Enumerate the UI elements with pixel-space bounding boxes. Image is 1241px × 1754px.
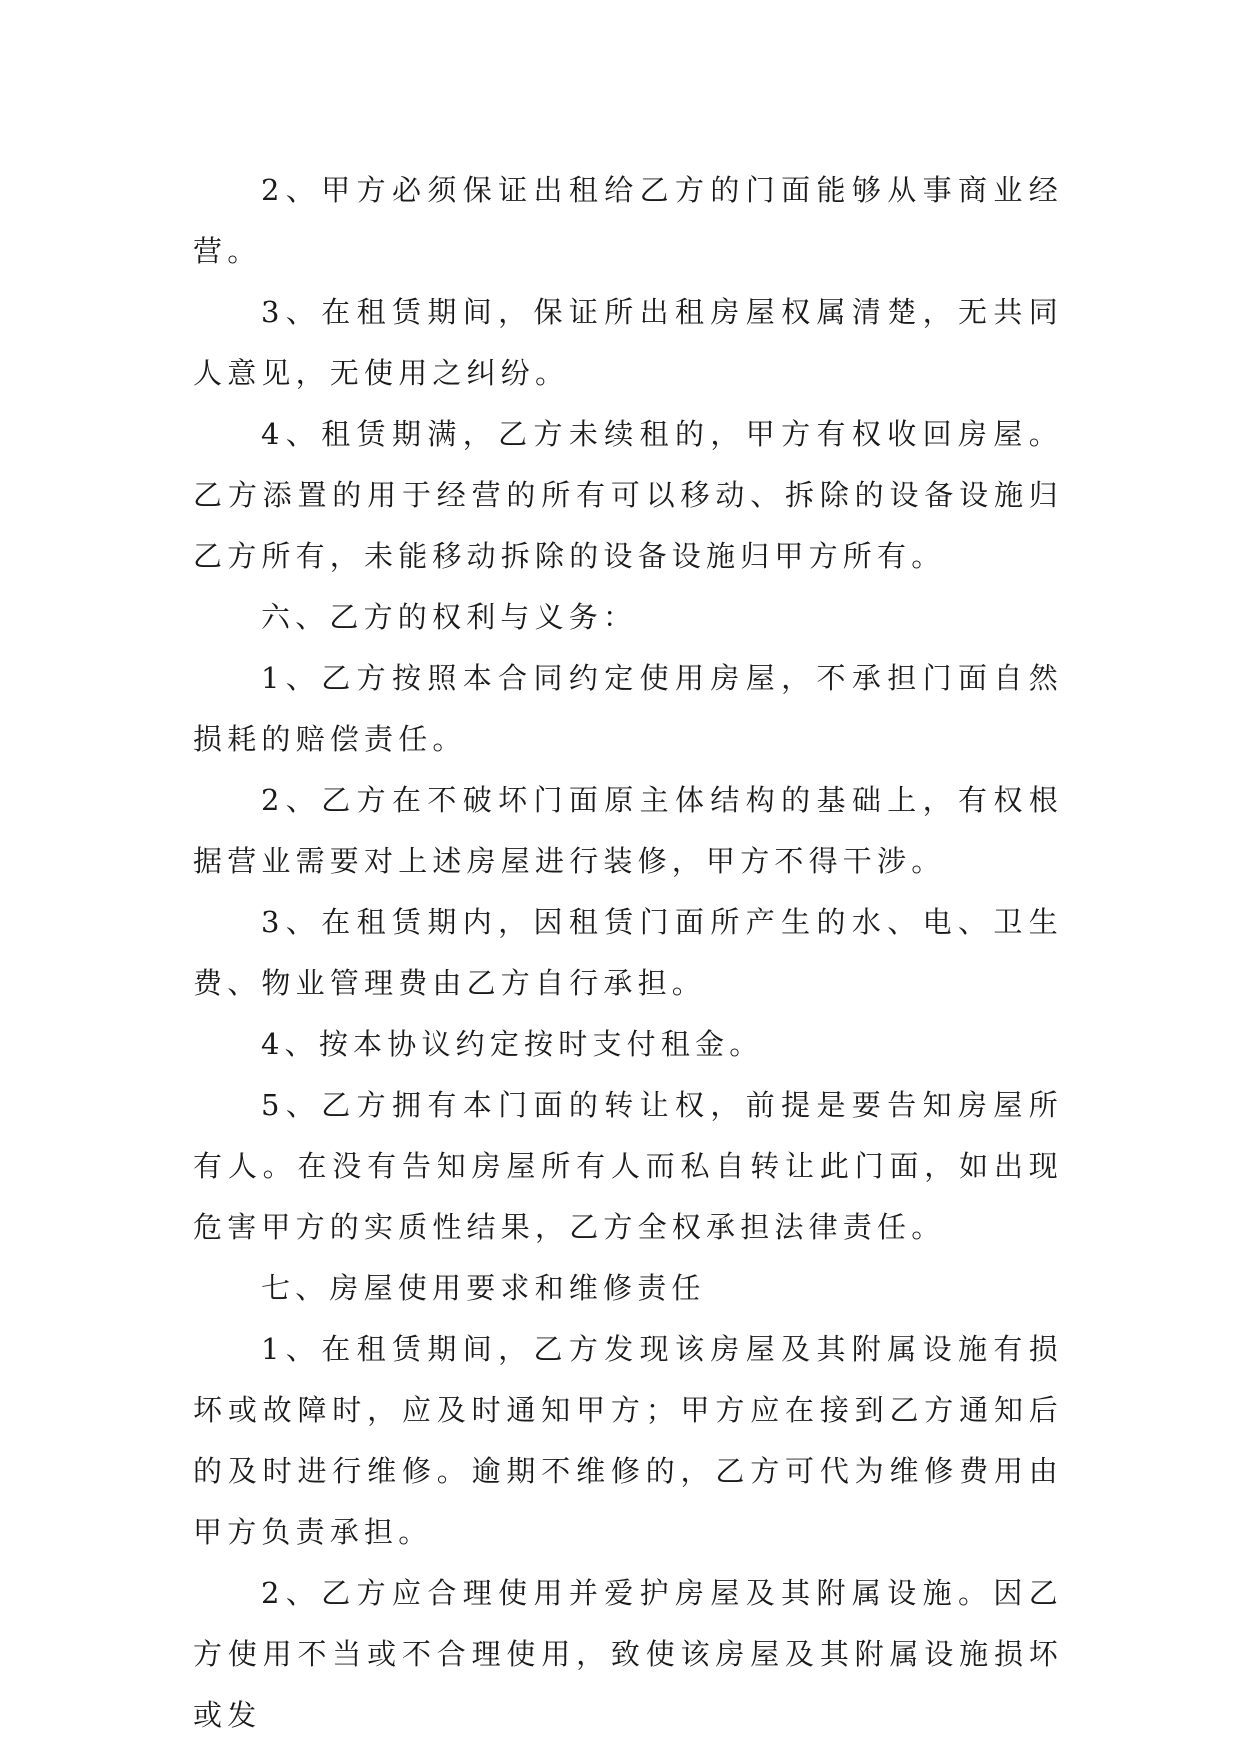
paragraph-lessee-right-5: 5、乙方拥有本门面的转让权，前提是要告知房屋所有人。在没有告知房屋所有人而私自转让此门面，如出现危害甲方的实质性结果，乙方全权承担法律责任。 xyxy=(193,1088,1063,1244)
section-heading-lessee-rights: 六、乙方的权利与义务： xyxy=(261,600,638,634)
paragraph-lessor-obligation-2: 2、甲方必须保证出租给乙方的门面能够从事商业经营。 xyxy=(193,173,1063,268)
document-body xyxy=(193,160,1063,1746)
paragraph-lessee-right-3: 3、在租赁期内，因租赁门面所产生的水、电、卫生费、物业管理费由乙方自行承担。 xyxy=(193,905,1063,1000)
paragraph-lessor-obligation-3: 3、在租赁期间，保证所出租房屋权属清楚，无共同人意见，无使用之纠纷。 xyxy=(193,295,1063,390)
paragraph-lessor-obligation-4: 4、租赁期满，乙方未续租的，甲方有权收回房屋。乙方添置的用于经营的所有可以移动、拆除的设备设施归乙方所有，未能移动拆除的设备设施归甲方所有。 xyxy=(193,417,1063,573)
section-heading-usage-maintenance: 七、房屋使用要求和维修责任 xyxy=(261,1271,706,1305)
paragraph-lessee-right-1: 1、乙方按照本合同约定使用房屋，不承担门面自然损耗的赔偿责任。 xyxy=(193,661,1063,756)
paragraph-lessee-right-4: 4、按本协议约定按时支付租金。 xyxy=(261,1027,764,1061)
paragraph-lessee-right-2: 2、乙方在不破坏门面原主体结构的基础上，有权根据营业需要对上述房屋进行装修，甲方不得干涉。 xyxy=(193,783,1063,878)
paragraph-maintenance-1: 1、在租赁期间，乙方发现该房屋及其附属设施有损坏或故障时，应及时通知甲方；甲方应在接到乙方通知后的及时进行维修。逾期不维修的，乙方可代为维修费用由甲方负责承担。 xyxy=(193,1332,1063,1549)
paragraph-maintenance-2: 2、乙方应合理使用并爱护房屋及其附属设施。因乙方使用不当或不合理使用，致使该房屋及其附属设施损坏或发 xyxy=(193,1576,1063,1732)
